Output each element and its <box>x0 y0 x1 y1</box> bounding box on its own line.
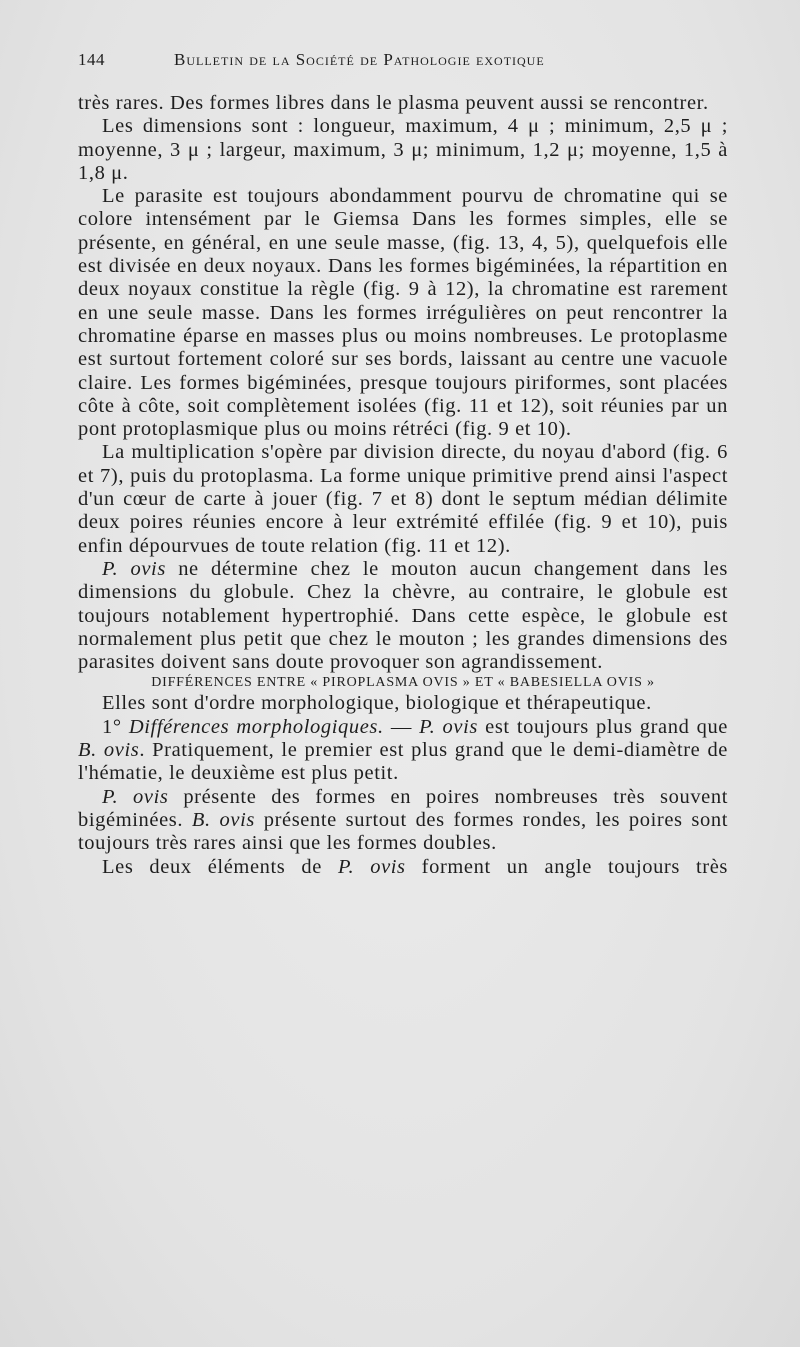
text-plus-grand: est toujours plus grand que <box>485 715 728 738</box>
paragraph-p-ovis-text: ne détermine chez le mouton aucun changement dans les dimensions du globule. Chez la chèvre, au contraire, le globule est toujours notablement hypertrophié. Dans cette espèce, le globule est normalement plus petit que chez le mouton ; les grandes dimensions des parasites doivent sans doute provoquer son agrandissement. <box>78 557 728 674</box>
italic-b-ovis: B. ovis <box>78 739 140 762</box>
body-text <box>78 92 728 879</box>
italic-b-ovis-2: B. ovis <box>191 808 255 831</box>
text-deux-elements: Les deux éléments de <box>102 855 322 878</box>
italic-p-ovis-2: P. ovis <box>419 715 478 738</box>
paragraph-dimensions: Les dimensions sont : longueur, maximum, 4 μ ; minimum, 2,5 μ ; moyenne, 3 μ ; largeur, maximum, 3 μ; minimum, 1,2 μ; moyenne, 1,5 à 1,8 μ. <box>78 115 728 184</box>
ordinal-label: 1° <box>102 715 122 738</box>
paragraph-angle <box>78 856 728 879</box>
paragraph-multiplication: La multiplication s'opère par division directe, du noyau d'abord (fig. 6 et 7), puis du protoplasma. La forme unique primitive prend ainsi l'aspect d'un cœur de carte à jouer (fig. 7 et 8) dont le septum médian délimite deux poires réunies encore à leur extrémité effilée (fig. 9 et 10), puis enfin dépourvues de toute relation (fig. 11 et 12). <box>78 441 728 557</box>
paragraph-chromatine: Le parasite est toujours abondamment pourvu de chromatine qui se colore intensément par le Giemsa Dans les formes simples, elle se présente, en général, en une seule masse, (fig. 13, 4, 5), quelquefois elle est divisée en deux noyaux. Dans les formes bigéminées, la répartition en deux noyaux constitue la règle (fig. 9 à 12), la chromatine est rarement en une seule masse. Dans les formes irrégulières on peut rencontrer la chromatine éparse en masses plus ou moins nombreuses. Le protoplasme est surtout fortement coloré sur ses bords, laissant au centre une vacuole claire. Les formes bigéminées, presque toujours piriformes, sont placées côte à côte, soit complètement isolées (fig. 11 et 12), soit réunies par un pont protoplasmique plus ou moins rétréci (fig. 9 et 10). <box>78 185 728 441</box>
italic-p-ovis: P. ovis <box>102 557 166 580</box>
section-heading: DIFFÉRENCES ENTRE « PIROPLASMA OVIS » ET « BABESIELLA OVIS » <box>151 675 655 691</box>
paragraph-differences <box>78 716 728 786</box>
running-header <box>78 50 728 76</box>
italic-p-ovis-3: P. ovis <box>102 785 169 808</box>
em-dash: — <box>390 715 412 738</box>
italic-p-ovis-4: P. ovis <box>337 855 406 878</box>
text-formes-poires: présente des formes en poires nombreuses très souvent bigéminées. <box>78 785 729 831</box>
text-formes-rondes: présente surtout des formes rondes, les poires sont toujours très rares ainsi que les formes doubles. <box>78 808 728 855</box>
paragraph-formes <box>78 786 728 856</box>
italic-diff-morph: Différences morphologiques. <box>128 715 384 738</box>
page-number: 144 <box>78 50 105 69</box>
text-pratiquement: . Pratiquement, le premier est plus grand que le demi-diamètre de l'hématie, le deuxième est plus petit. <box>78 739 728 785</box>
paragraph-ordre: Elles sont d'ordre morphologique, biologique et thérapeutique. <box>102 692 652 715</box>
text-angle: forment un angle toujours très <box>421 855 728 878</box>
journal-title: Bulletin de la Société de Pathologie exotique <box>174 50 545 69</box>
paragraph-p-ovis-globule <box>78 558 728 674</box>
paragraph-1: très rares. Des formes libres dans le plasma peuvent aussi se rencontrer. <box>78 92 709 114</box>
